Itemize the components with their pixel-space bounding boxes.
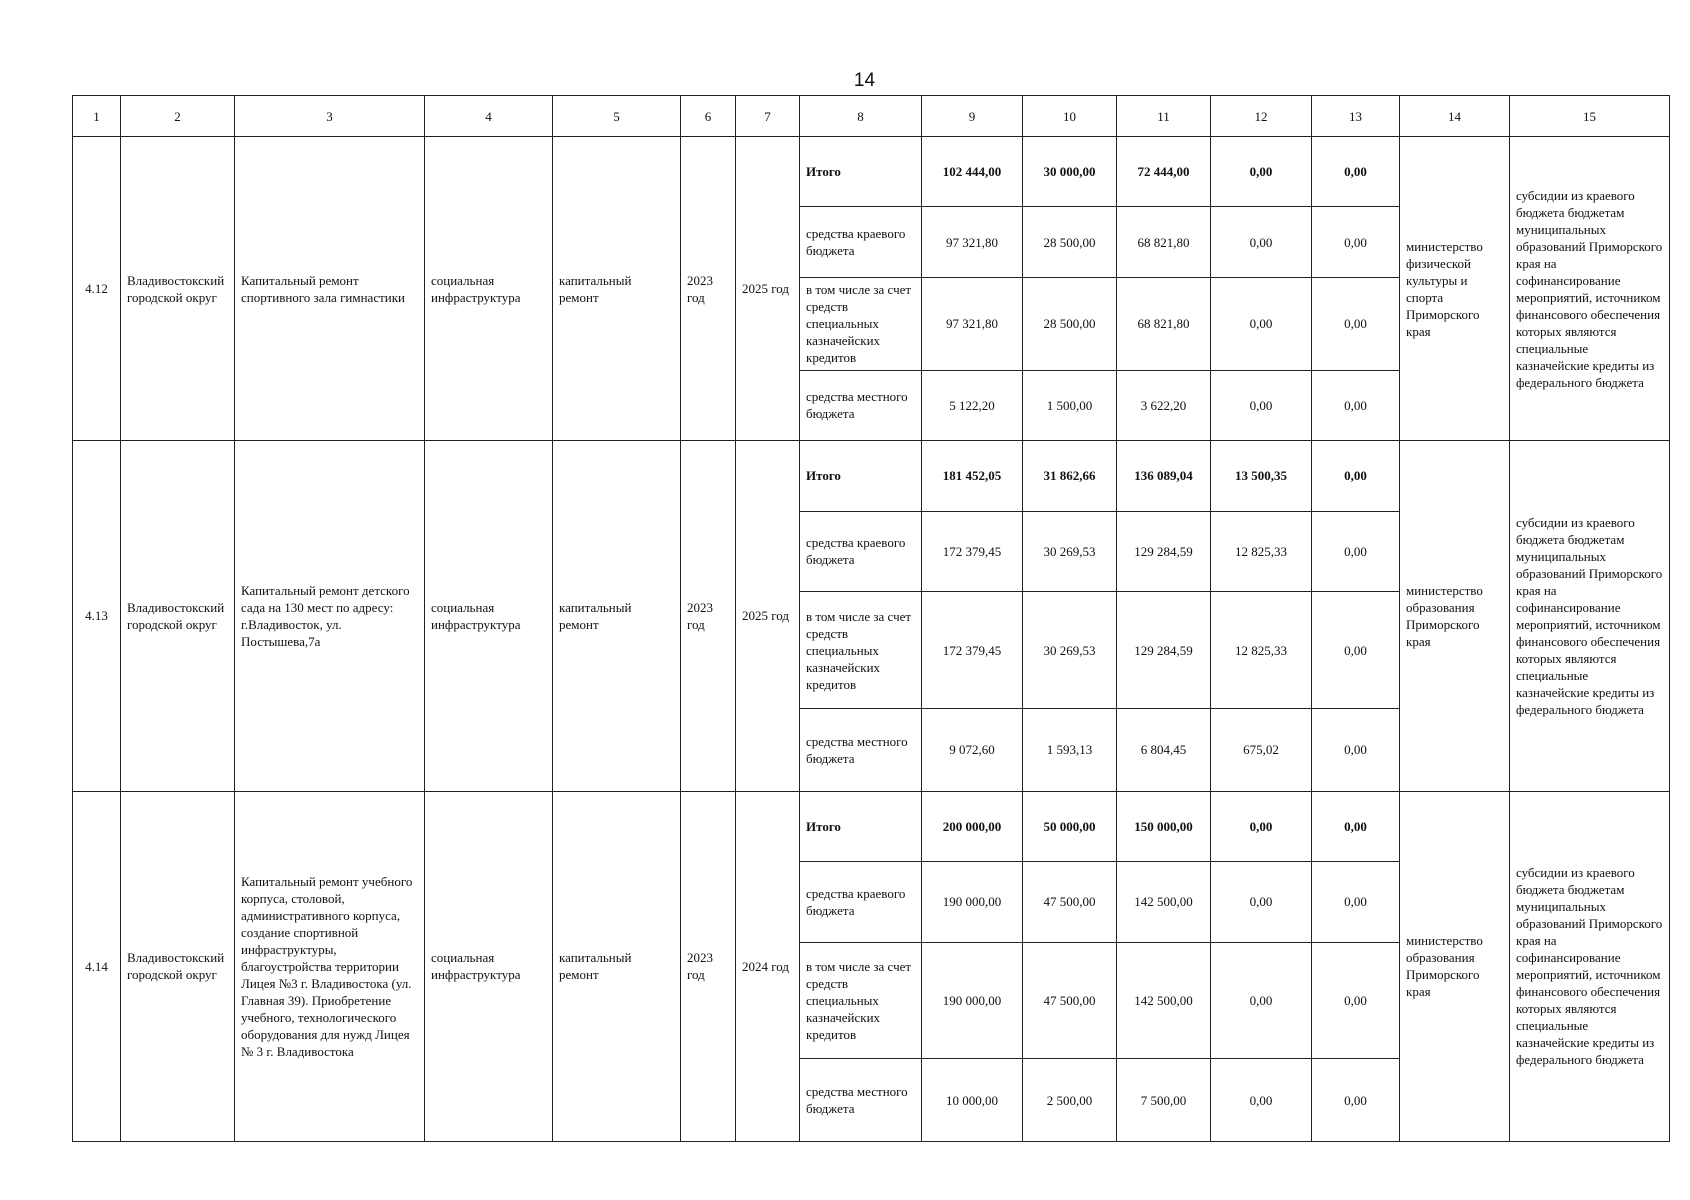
column-header: 2 [121,96,235,137]
sector-cell: социальная инфраструктура [425,441,553,791]
start-year-cell: 2023 год [681,441,736,791]
amount-cell: 1 500,00 [1023,370,1117,440]
amount-cell: 0,00 [1312,277,1400,370]
amount-cell: 0,00 [1211,942,1312,1059]
amount-cell: 0,00 [1312,137,1400,207]
amount-cell: 0,00 [1312,861,1400,942]
amount-cell: 0,00 [1312,441,1400,511]
amount-cell: 129 284,59 [1117,592,1211,709]
note-cell: субсидии из краевого бюджета бюджетам муниципальных образований Приморского края на софинансирование мероприятий, источником финансового обеспечения которых являются специальные казначейские кредиты из федерального бюджета [1510,791,1670,1142]
ministry-cell: министерство образования Приморского края [1400,791,1510,1142]
funding-label: Итого [800,137,922,207]
amount-cell: 6 804,45 [1117,708,1211,791]
amount-cell: 28 500,00 [1023,277,1117,370]
column-header: 4 [425,96,553,137]
amount-cell: 47 500,00 [1023,942,1117,1059]
amount-cell: 172 379,45 [922,592,1023,709]
column-header: 5 [553,96,681,137]
amount-cell: 97 321,80 [922,207,1023,277]
column-header: 13 [1312,96,1400,137]
amount-cell: 0,00 [1312,370,1400,440]
funding-label: средства местного бюджета [800,708,922,791]
funding-label: Итого [800,441,922,511]
column-header: 7 [736,96,800,137]
funding-label: Итого [800,791,922,861]
row-id: 4.13 [73,441,121,791]
start-year-cell: 2023 год [681,791,736,1142]
column-header: 10 [1023,96,1117,137]
amount-cell: 30 269,53 [1023,511,1117,592]
work-type-cell: капитальный ремонт [553,137,681,441]
amount-cell: 28 500,00 [1023,207,1117,277]
column-header: 14 [1400,96,1510,137]
funding-label: средства краевого бюджета [800,207,922,277]
object-cell: Капитальный ремонт учебного корпуса, столовой, административного корпуса, создание спортивной инфраструктуры, благоустройства территории Лицея №3 г. Владивостока (ул. Главная 39). Приобретение учебного, технологического оборудования для нужд Лицея № 3 г. Владивостока [235,791,425,1142]
note-cell: субсидии из краевого бюджета бюджетам муниципальных образований Приморского края на софинансирование мероприятий, источником финансового обеспечения которых являются специальные казначейские кредиты из федерального бюджета [1510,441,1670,791]
amount-cell: 68 821,80 [1117,277,1211,370]
column-header: 9 [922,96,1023,137]
municipality-cell: Владивостокский городской округ [121,791,235,1142]
amount-cell: 47 500,00 [1023,861,1117,942]
start-year-cell: 2023 год [681,137,736,441]
amount-cell: 0,00 [1211,370,1312,440]
amount-cell: 190 000,00 [922,942,1023,1059]
municipality-cell: Владивостокский городской округ [121,441,235,791]
funding-label: средства местного бюджета [800,370,922,440]
amount-cell: 0,00 [1211,1059,1312,1142]
amount-cell: 12 825,33 [1211,511,1312,592]
amount-cell: 0,00 [1312,207,1400,277]
funding-label: средства краевого бюджета [800,861,922,942]
amount-cell: 0,00 [1211,207,1312,277]
funding-label: в том числе за счет средств специальных казначейских кредитов [800,592,922,709]
row-id: 4.14 [73,791,121,1142]
end-year-cell: 2025 год [736,441,800,791]
amount-cell: 30 000,00 [1023,137,1117,207]
page-number: 14 [853,70,876,91]
amount-cell: 0,00 [1312,708,1400,791]
amount-cell: 0,00 [1312,942,1400,1059]
sector-cell: социальная инфраструктура [425,791,553,1142]
amount-cell: 0,00 [1211,137,1312,207]
column-header: 1 [73,96,121,137]
amount-cell: 50 000,00 [1023,791,1117,861]
object-cell: Капитальный ремонт спортивного зала гимнастики [235,137,425,441]
amount-cell: 12 825,33 [1211,592,1312,709]
amount-cell: 31 862,66 [1023,441,1117,511]
amount-cell: 3 622,20 [1117,370,1211,440]
column-number-row [73,96,1670,137]
amount-cell: 0,00 [1211,861,1312,942]
amount-cell: 142 500,00 [1117,942,1211,1059]
end-year-cell: 2024 год [736,791,800,1142]
work-type-cell: капитальный ремонт [553,441,681,791]
column-header: 8 [800,96,922,137]
row-id: 4.12 [73,137,121,441]
amount-cell: 102 444,00 [922,137,1023,207]
amount-cell: 68 821,80 [1117,207,1211,277]
amount-cell: 142 500,00 [1117,861,1211,942]
column-header: 12 [1211,96,1312,137]
amount-cell: 10 000,00 [922,1059,1023,1142]
column-header: 6 [681,96,736,137]
amount-cell: 200 000,00 [922,791,1023,861]
amount-cell: 190 000,00 [922,861,1023,942]
amount-cell: 30 269,53 [1023,592,1117,709]
table-row [73,441,1670,511]
projects-table [72,95,1670,1142]
amount-cell: 97 321,80 [922,277,1023,370]
amount-cell: 5 122,20 [922,370,1023,440]
amount-cell: 7 500,00 [1117,1059,1211,1142]
funding-label: в том числе за счет средств специальных казначейских кредитов [800,942,922,1059]
amount-cell: 0,00 [1312,1059,1400,1142]
amount-cell: 0,00 [1211,791,1312,861]
municipality-cell: Владивостокский городской округ [121,137,235,441]
column-header: 3 [235,96,425,137]
amount-cell: 129 284,59 [1117,511,1211,592]
amount-cell: 150 000,00 [1117,791,1211,861]
ministry-cell: министерство физической культуры и спорта Приморского края [1400,137,1510,441]
amount-cell: 0,00 [1312,592,1400,709]
amount-cell: 9 072,60 [922,708,1023,791]
table-row [73,137,1670,207]
column-header: 15 [1510,96,1670,137]
amount-cell: 675,02 [1211,708,1312,791]
work-type-cell: капитальный ремонт [553,791,681,1142]
funding-label: средства краевого бюджета [800,511,922,592]
amount-cell: 72 444,00 [1117,137,1211,207]
note-cell: субсидии из краевого бюджета бюджетам муниципальных образований Приморского края на софинансирование мероприятий, источником финансового обеспечения которых являются специальные казначейские кредиты из федерального бюджета [1510,137,1670,441]
amount-cell: 136 089,04 [1117,441,1211,511]
column-header: 11 [1117,96,1211,137]
funding-label: в том числе за счет средств специальных казначейских кредитов [800,277,922,370]
end-year-cell: 2025 год [736,137,800,441]
amount-cell: 1 593,13 [1023,708,1117,791]
ministry-cell: министерство образования Приморского края [1400,441,1510,791]
amount-cell: 172 379,45 [922,511,1023,592]
amount-cell: 2 500,00 [1023,1059,1117,1142]
amount-cell: 181 452,05 [922,441,1023,511]
funding-label: средства местного бюджета [800,1059,922,1142]
amount-cell: 0,00 [1312,511,1400,592]
amount-cell: 0,00 [1211,277,1312,370]
table-row [73,791,1670,861]
amount-cell: 13 500,35 [1211,441,1312,511]
sector-cell: социальная инфраструктура [425,137,553,441]
object-cell: Капитальный ремонт детского сада на 130 мест по адресу: г.Владивосток, ул. Постышева,7а [235,441,425,791]
amount-cell: 0,00 [1312,791,1400,861]
